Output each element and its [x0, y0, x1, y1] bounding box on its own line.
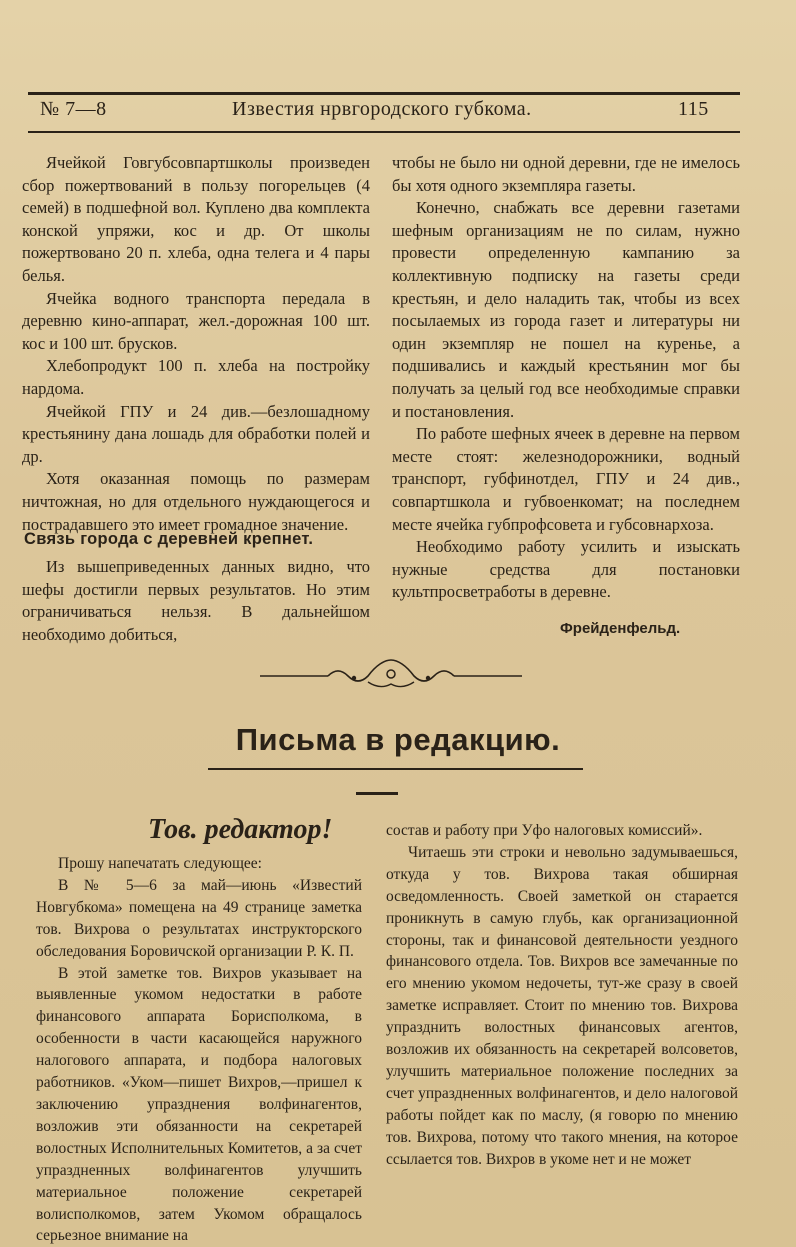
paragraph: Читаешь эти строки и невольно задумываешься, откуда у тов. Вихрова такая обширная осведомленность. Своей заметкой он старается проникнуть в самую глубь, как организационной стороны, так и финансовой деятельности уездного финансового отдела. Тов. Вихров все замечанные по его мнению укомом недочеты, тут-же сразу в своей заметке исправляет. Стоит по мнению тов. Вихрова упразднить волостных финансовых агентов, возложив их обязанность на секретарей волсоветов, улучшить материальное положение последних за счет упраздненных волфинагентов, и дело налоговой работы пойдет как по маслу, (я говорю по мнению тов. Вихрова, потому что такого мнения, на которое ссылается тов. Вихров в укоме нет и не может	[386, 843, 738, 1168]
paragraph: Хотя оказанная помощь по размерам ничтожная, но для отдельного нуждающегося и пострадавшего это имеет громадное значение.	[22, 469, 370, 534]
letter-salutation: Тов. редактор!	[148, 814, 333, 845]
paragraph: Ячейкой Говгубсовпартшколы произведен сбор пожертвований в пользу погорельцев (4 семей) в подшефной вол. Куплено два комплекта конской упряжи, кос и др. От школы пожертвовано 20 п. хлеба, одна телега и 4 пары белья.	[22, 153, 370, 285]
paragraph: Из вышеприведенных данных видно, что шефы достигли первых результатов. Но этим ограничиваться нельзя. В дальнейшом необходимо добиться,	[22, 557, 370, 644]
header-top-rule	[28, 92, 740, 95]
article-subheading: Связь города с деревней крепнет.	[24, 530, 314, 548]
section-dash	[356, 792, 398, 795]
issue-number: № 7—8	[40, 98, 107, 120]
paragraph: состав и работу при Уфо налоговых комиссий».	[386, 822, 703, 839]
paragraph: В этой заметке тов. Вихров указывает на выявленные укомом недостатки в работе финансового аппарата Борисполкома, в особенности в части касающейся наружного налогового аппарата, и подбора налоговых работников. «Уком—пишет Вихров,—пришел к заключению упразднения волфинагентов, возложив эти обязанности на секретарей волостных Исполнительных Комитетов, а за счет упраздненных волфинагентов улучшить материальное положение секретарей волисполкомов, затем Укомом обращалось серьезное внимание на	[36, 964, 362, 1245]
ornament-divider	[258, 656, 524, 692]
paragraph: Прошу напечатать следующее:	[58, 855, 262, 872]
paragraph: По работе шефных ячеек в деревне на первом месте стоят: железнодорожники, водный транспорт, губфинотдел, ГПУ и 24 див., совпартшкола и губвоенкомат; на последнем месте ячейка губпрофсовета и губсовнархоза.	[392, 424, 740, 534]
section-title: Письма в редакцию.	[235, 722, 561, 757]
paragraph: Хлебопродукт 100 п. хлеба на постройку нардома.	[22, 356, 370, 398]
paragraph: Ячейка водного транспорта передала в деревню кино-аппарат, жел.-дорожная 100 шт. кос и 100 шт. брусков.	[22, 288, 370, 353]
author-signature: Фрейденфельд.	[560, 620, 681, 637]
paragraph: Конечно, снабжать все деревни газетами шефным организациям не по силам, нужно провести определенную кампанию за коллективную подписку на газеты среди крестьян, и дело наладить так, чтобы из всех посылаемых из города газет и литературы ни один экземпляр не пошел на куренье, а подшивались и каждый крестьянин мог бы получать за целый год все необходимые справки и постановления.	[392, 198, 740, 421]
paragraph: Ячейкой ГПУ и 24 див.—безлошадному крестьянину дана лошадь для обработки полей и др.	[22, 401, 370, 466]
letter-left-column	[36, 853, 362, 1247]
page-number: 115	[678, 98, 709, 120]
article-left-column-continued	[22, 556, 370, 646]
article-right-column	[392, 152, 740, 604]
running-title: Известия нрвгородского губкома.	[232, 98, 532, 120]
paragraph: чтобы не было ни одной деревни, где не имелось бы хотя одного экземпляра газеты.	[392, 153, 740, 195]
paragraph: В № 5—6 за май—июнь «Известий Новгубкома» помещена на 49 странице заметка тов. Вихрова о результатах инструкторского обследования Боровичской организации Р. К. П.	[36, 876, 362, 960]
article-left-column	[22, 152, 370, 536]
header-bottom-rule	[28, 131, 740, 133]
letter-right-column	[386, 820, 738, 1171]
section-title-rule	[208, 768, 583, 770]
paragraph: Необходимо работу усилить и изыскать нужные средства для постановки культпросветработы в деревне.	[392, 537, 740, 602]
